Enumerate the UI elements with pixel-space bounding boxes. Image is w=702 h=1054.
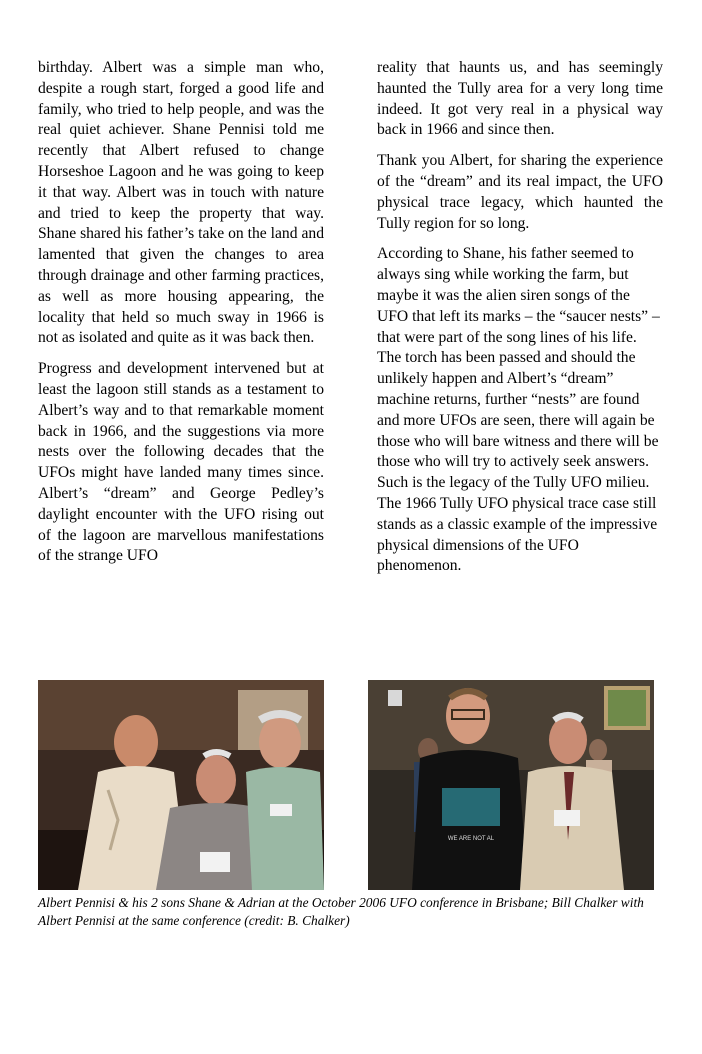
- right-text-column: [377, 58, 663, 587]
- photo-chalker-pennisi-image: [368, 680, 654, 890]
- photo-pennisi-family: [38, 680, 324, 890]
- paragraph: According to Shane, his father seemed to always sing while working the farm, but maybe it was the alien siren songs of the UFO that left its marks – the “saucer nests” – that were part of the song lines of his life. The torch has been passed and should the unlikely happen and Albert’s “dream” machine returns, further “nests” are found and more UFOs are seen, there will again be those who will bare witness and there will be those who will try to actively seek answers. Such is the legacy of the Tully UFO milieu. The 1966 Tully UFO physical trace case still stands as a classic example of the impressive physical dimensions of the UFO phenomenon.: [377, 245, 660, 575]
- photo-caption: Albert Pennisi & his 2 sons Shane & Adrian at the October 2006 UFO conference in Brisbane; Bill Chalker with Albert Pennisi at the same conference (credit: B. Chalker): [38, 895, 644, 928]
- shirt-text: WE ARE NOT AL: [447, 836, 495, 842]
- paragraph: reality that haunts us, and has seemingly haunted the Tully area for a very long time indeed. It got very real in a physical way back in 1966 and since then.: [377, 59, 663, 139]
- paragraph: birthday. Albert was a simple man who, despite a rough start, forged a good life and family, who tried to help people, and was the real quiet achiever. Shane Pennisi told me recently that Albert refused to change Horseshoe Lagoon and he was going to keep it that way. Albert was in touch with nature and tried to keep the property that way. Shane shared his father’s take on the land and lamented that given the changes to area through drainage and other farming practices, as well as more housing appearing, the locality that held so much sway in 1966 is not as isolated and quite as it was back then.: [38, 59, 324, 347]
- photo-chalker-pennisi: [368, 680, 654, 890]
- paragraph: Thank you Albert, for sharing the experience of the “dream” and its real impact, the UFO physical trace legacy, which haunted the Tully region for so long.: [377, 152, 663, 232]
- paragraph: Progress and development intervened but at least the lagoon still stands as a testament to Albert’s way and to that remarkable moment back in 1966, and the suggestions via more nests over the following decades that the UFOs might have landed many times since. Albert’s “dream” and George Pedley’s daylight encounter with the UFO rising out of the lagoon are marvellous manifestations of the strange UFO: [38, 360, 324, 565]
- left-text-column: [38, 58, 324, 577]
- photo-pennisi-family-image: [38, 680, 324, 890]
